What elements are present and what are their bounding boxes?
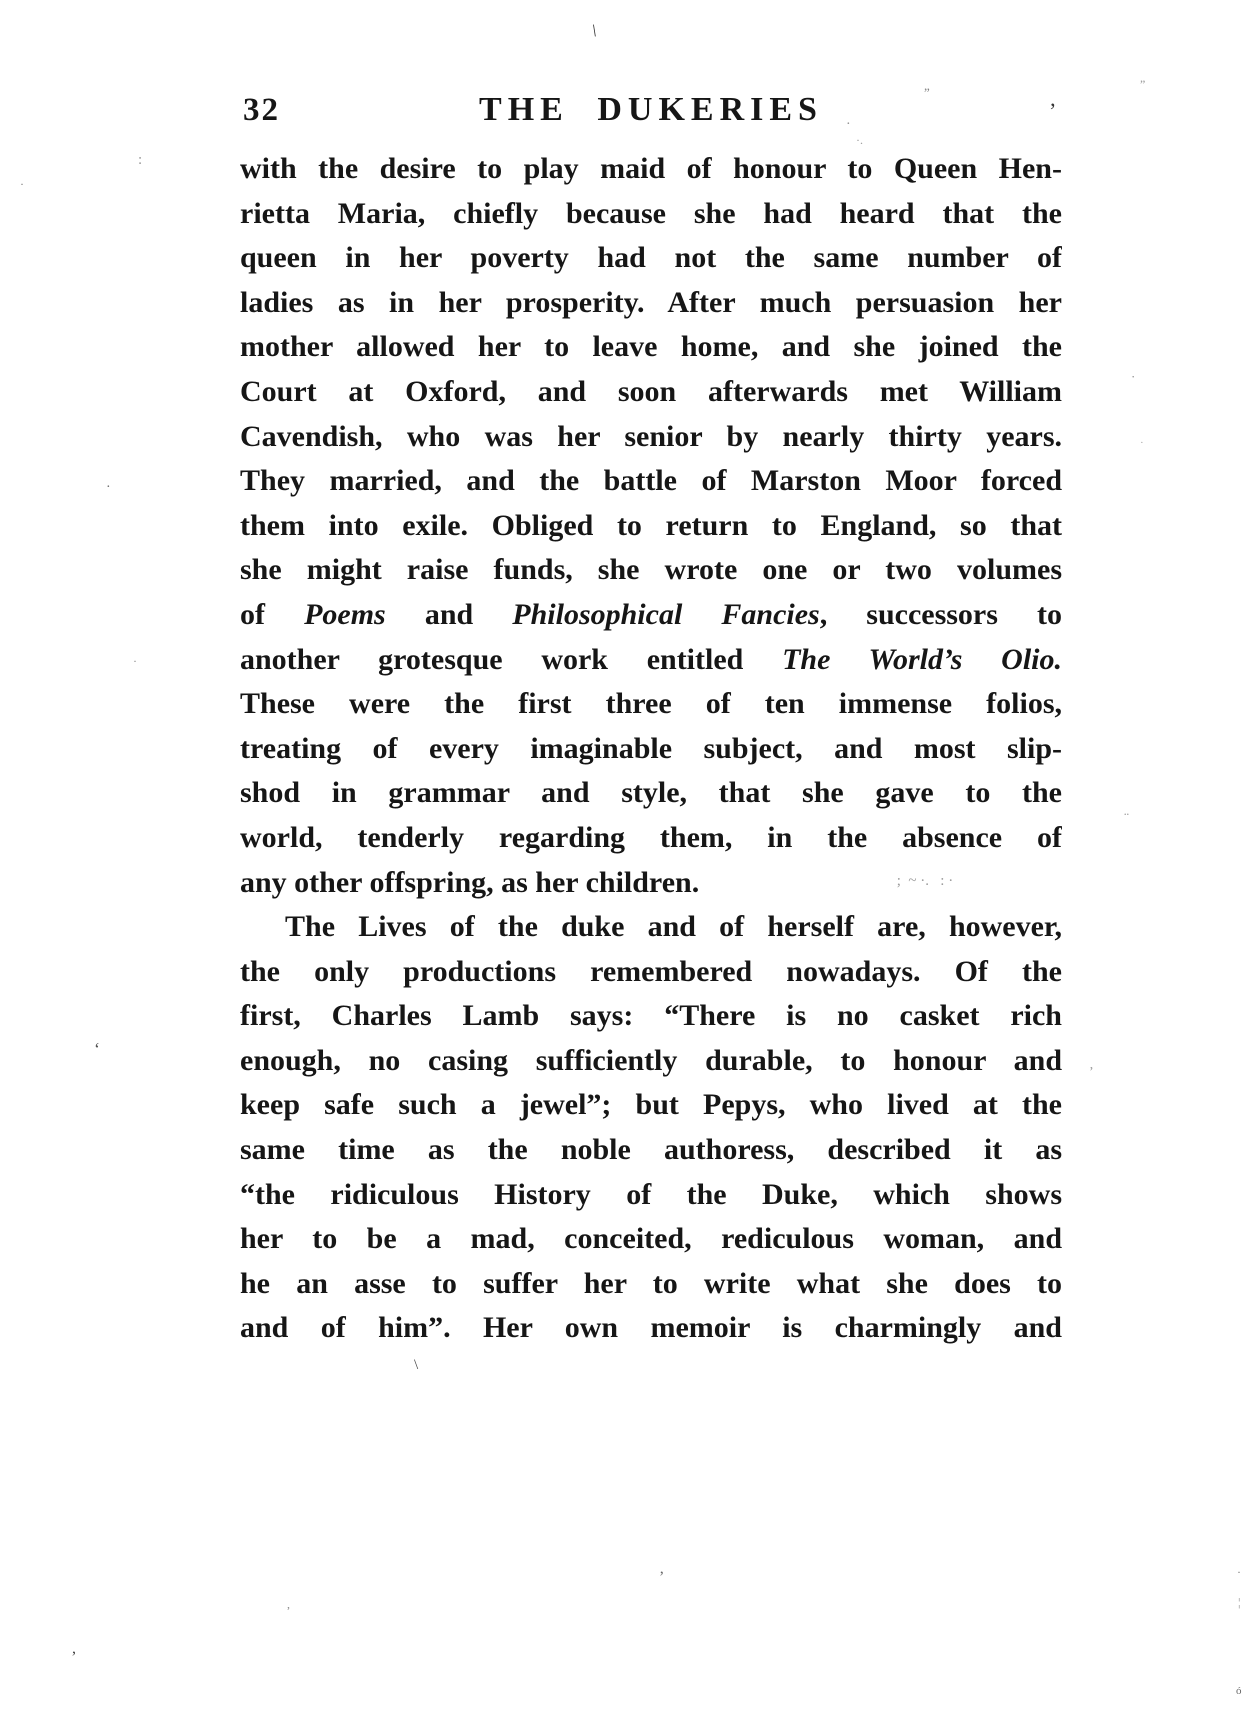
text-line (240, 1262, 1062, 1307)
text-segment: The Lives of the duke and of herself are, however, (285, 910, 1062, 944)
text-segment: ladies as in her prosperity. After much persuasion her (240, 285, 1062, 319)
scan-speck: \ (590, 20, 599, 41)
italic-text-segment: The World’s Olio. (782, 642, 1062, 676)
text-line (240, 147, 1062, 192)
scan-speck: \ (414, 1357, 419, 1373)
text-segment: her to be a mad, conceited, rediculous woman, and (240, 1222, 1062, 1256)
text-segment: the only productions remembered nowadays. Of the (240, 954, 1062, 988)
text-segment: them into exile. Obliged to return to England, so that (240, 508, 1062, 542)
text-line (240, 861, 1062, 906)
text-segment: same time as the noble authoress, described it as (240, 1133, 1062, 1167)
text-segment: Cavendish, who was her senior by nearly thirty years. (240, 419, 1062, 453)
text-line (240, 682, 1062, 727)
scan-speck: · (1131, 369, 1136, 384)
text-segment: he an asse to suffer her to write what she does to (240, 1266, 1062, 1300)
scan-speck: , (72, 1640, 76, 1657)
text-segment: any other offspring, as her children. (240, 865, 700, 899)
scan-speck: · (1237, 1565, 1241, 1579)
body-text (240, 147, 1062, 1351)
text-line (240, 994, 1062, 1039)
scan-speck: ‘ (94, 1039, 100, 1059)
text-segment: of (240, 597, 305, 631)
text-segment: she might raise funds, she wrote one or two volumes (240, 553, 1062, 587)
scan-speck: · (20, 177, 24, 191)
text-line (240, 1039, 1062, 1084)
text-line (240, 1173, 1062, 1218)
text-segment: , successors to (819, 597, 1062, 631)
text-segment: These were the first three of ten immense folios, (240, 687, 1062, 721)
text-line (240, 370, 1062, 415)
text-line (240, 905, 1062, 950)
text-segment: and of him”. Her own memoir is charmingly and (240, 1311, 1062, 1345)
text-line (240, 727, 1062, 772)
text-line (240, 1128, 1062, 1173)
text-segment: treating of every imaginable subject, and most slip- (240, 731, 1062, 765)
text-line (240, 459, 1062, 504)
text-line (240, 593, 1062, 638)
text-segment: and (385, 597, 513, 631)
text-segment: keep safe such a jewel”; but Pepys, who lived at the (240, 1088, 1062, 1122)
text-line (240, 325, 1062, 370)
scan-speck: ’ (1089, 1065, 1094, 1080)
scan-speck: ·. (856, 133, 863, 147)
text-line (240, 548, 1062, 593)
text-line (240, 281, 1062, 326)
text-segment: rietta Maria, chiefly because she had heard that the (240, 196, 1062, 230)
text-line (240, 192, 1062, 237)
text-segment: another grotesque work entitled (240, 642, 783, 676)
page-number: 32 (243, 92, 280, 128)
scan-speck: ¦ (1238, 1595, 1241, 1609)
text-line (240, 950, 1062, 995)
scan-speck: ’ (1049, 98, 1057, 123)
scan-speck: ” (1140, 77, 1146, 91)
italic-text-segment: Poems (304, 597, 386, 631)
text-segment: world, tenderly regarding them, in the absence of (240, 820, 1062, 854)
text-line (240, 415, 1062, 460)
text-segment: with the desire to play maid of honour to Queen Hen- (240, 152, 1062, 185)
scan-speck: · (133, 654, 137, 668)
text-line (240, 1083, 1062, 1128)
text-line (240, 816, 1062, 861)
text-segment: enough, no casing sufficiently durable, to honour and (240, 1043, 1062, 1077)
text-line (240, 1306, 1062, 1351)
text-line (240, 1217, 1062, 1262)
text-segment: queen in her poverty had not the same number of (240, 241, 1062, 275)
text-segment: They married, and the battle of Marston Moor forced (240, 464, 1062, 498)
text-line (240, 504, 1062, 549)
scan-speck: · (106, 480, 111, 495)
scan-speck: , (287, 1597, 290, 1611)
scan-speck: · (846, 117, 851, 132)
text-segment: mother allowed her to leave home, and she joined the (240, 330, 1062, 364)
page-header-title: THE DUKERIES (479, 91, 823, 128)
scan-speck: · (1140, 437, 1144, 449)
italic-text-segment: Philosophical Fancies (512, 597, 820, 631)
text-line (240, 638, 1062, 683)
scan-speck: ” (924, 85, 930, 100)
text-segment: first, Charles Lamb says: “There is no casket rich (240, 999, 1062, 1033)
text-segment: “the ridiculous History of the Duke, which shows (240, 1177, 1062, 1211)
scan-speck: ¨ (1124, 811, 1129, 827)
text-line (240, 771, 1062, 816)
text-segment: shod in grammar and style, that she gave to the (240, 776, 1062, 810)
scan-speck: ; ~ ·. : · (893, 873, 954, 889)
text-line (240, 236, 1062, 281)
scan-speck: : (138, 152, 143, 168)
scan-speck: ó (1236, 1685, 1242, 1697)
text-segment: Court at Oxford, and soon afterwards met William (240, 374, 1062, 408)
scan-speck: ’ (659, 1569, 665, 1586)
